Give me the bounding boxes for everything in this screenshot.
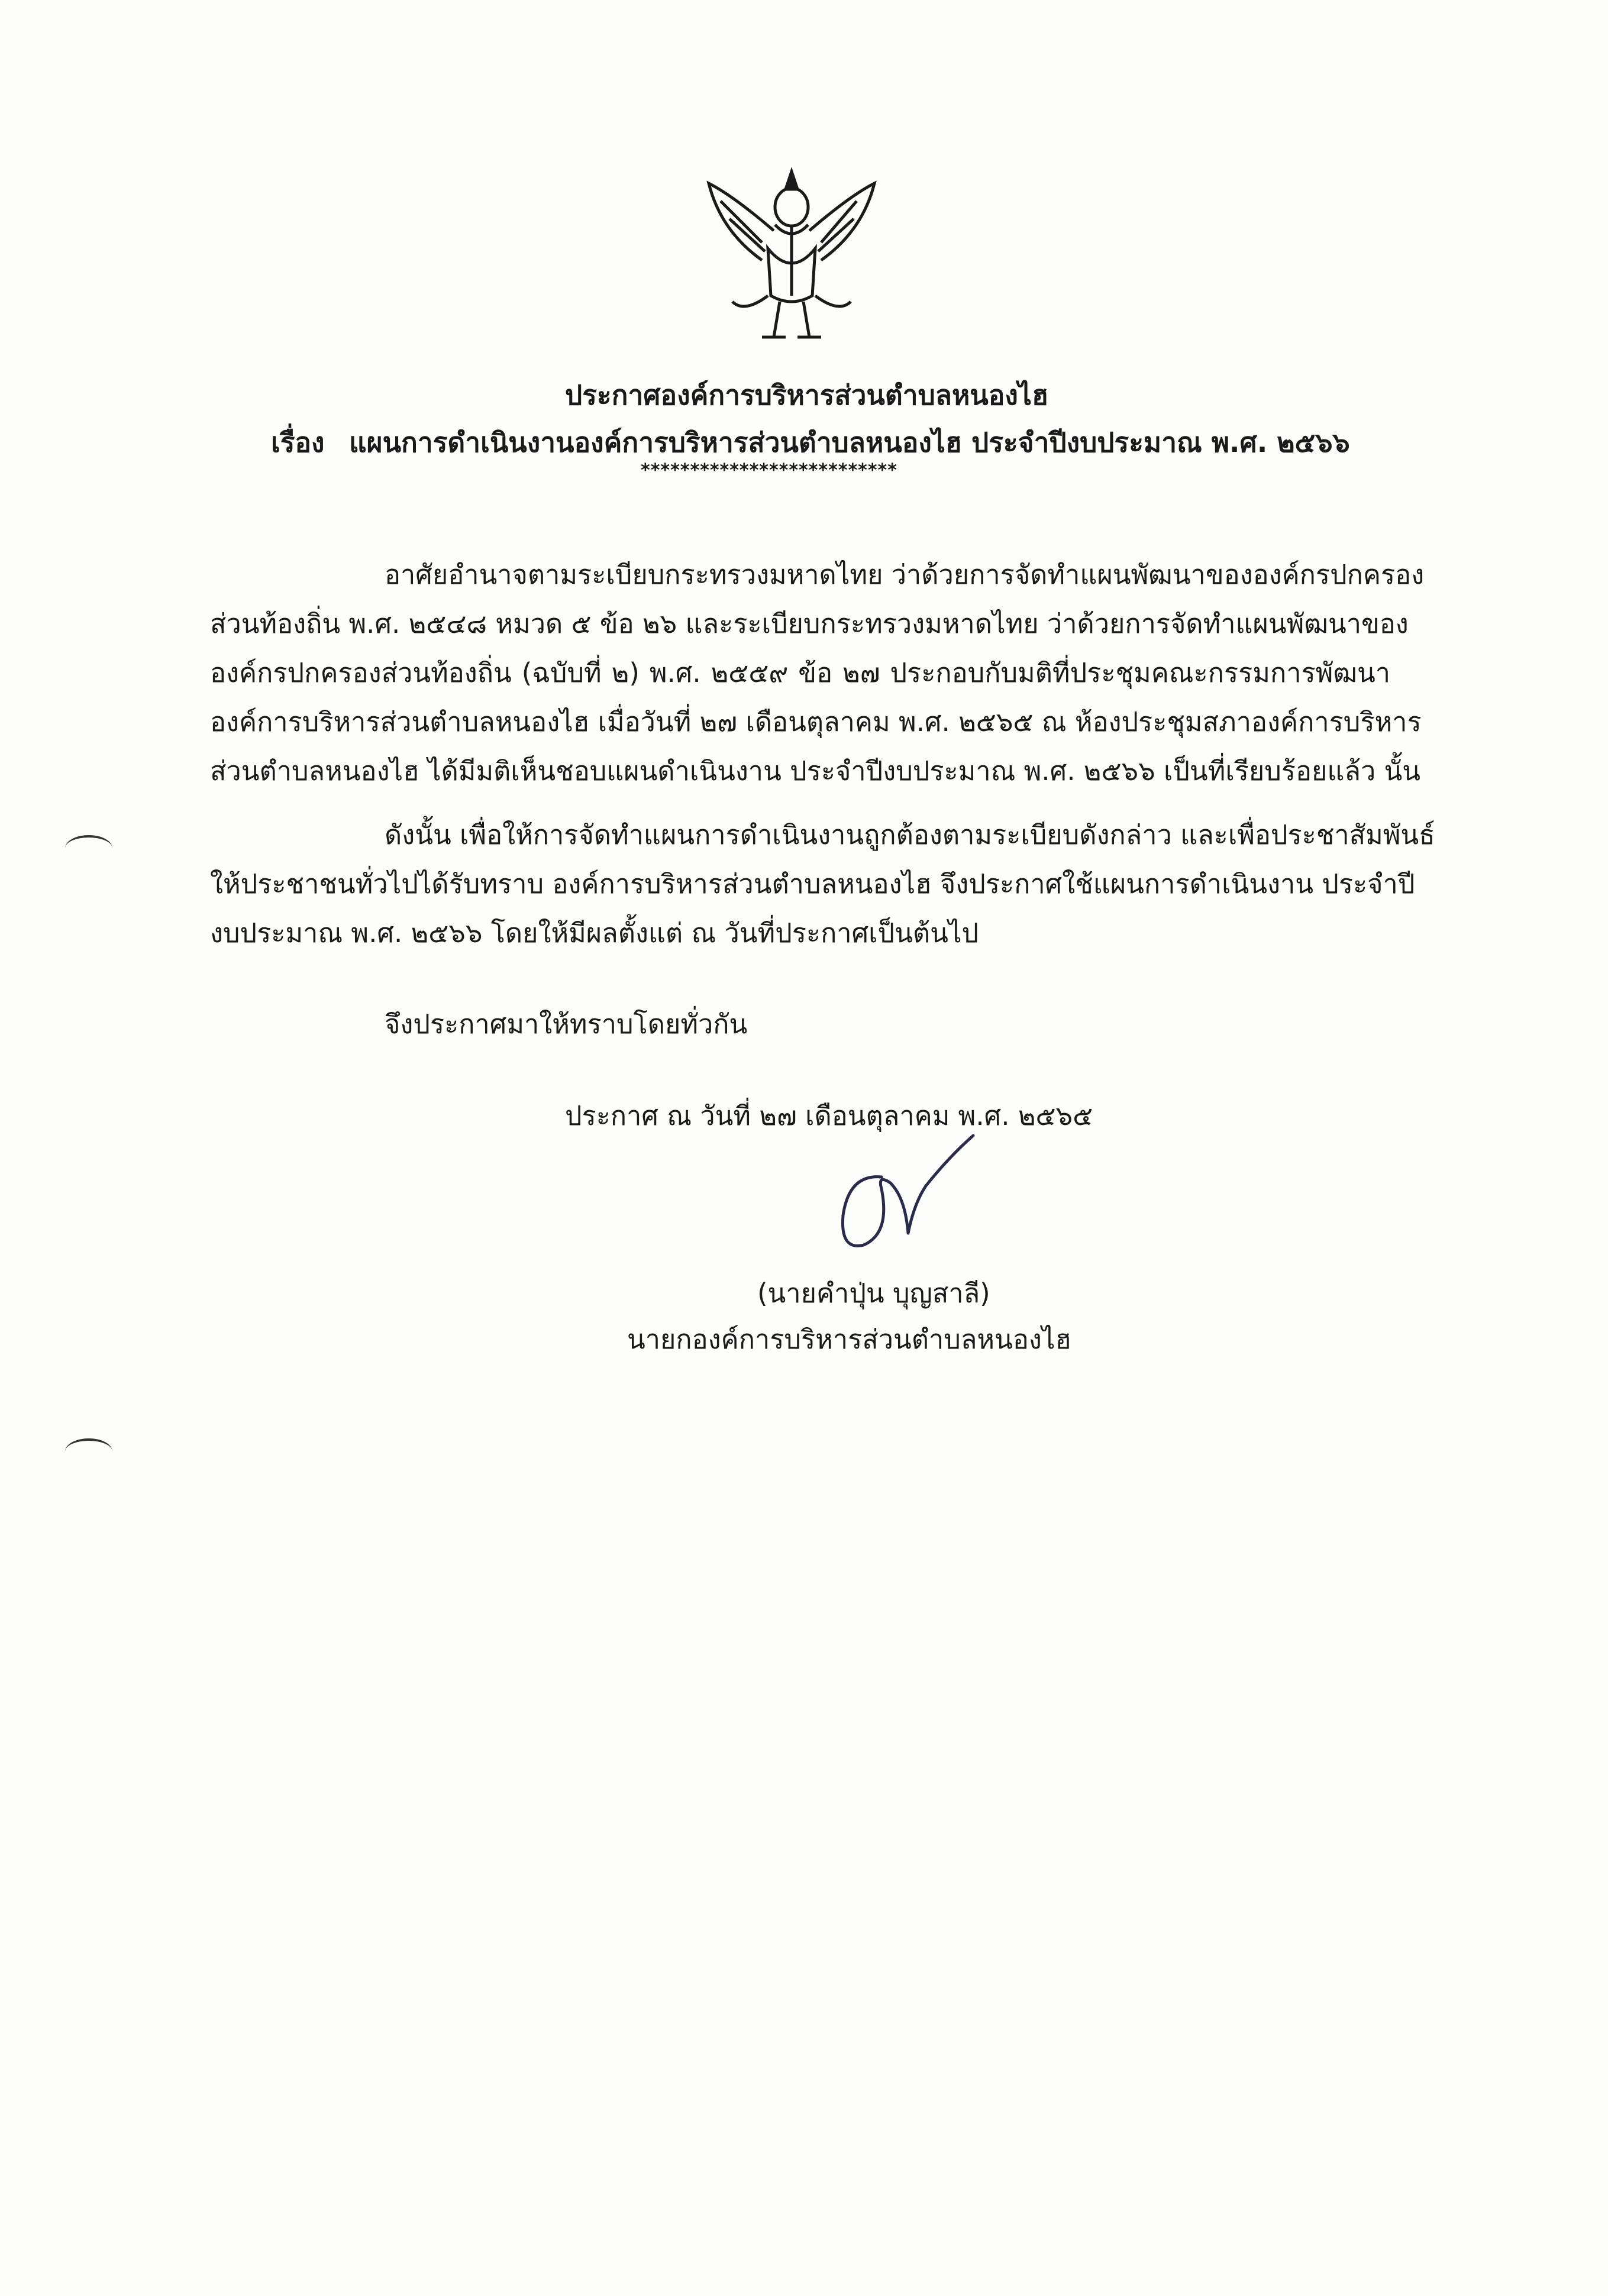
paragraph1-line: ส่วนท้องถิ่น พ.ศ. ๒๕๔๘ หมวด ๕ ข้อ ๒๖ และระเบียบกระทรวงมหาดไทย ว่าด้วยการจัดทำแผนพัฒนาของ [210,608,1409,639]
issuer-title: ประกาศองค์การบริหารส่วนตำบลหนองไฮ [565,379,1049,411]
punch-hole-mark [65,835,112,861]
signatory-name: (นายคำปุ่น บุญสาลี) [757,1278,990,1309]
paragraph1-line: อาศัยอำนาจตามระเบียบกระทรวงมหาดไทย ว่าด้วยการจัดทำแผนพัฒนาขององค์กรปกครอง [385,559,1425,590]
paragraph2-line: ดังนั้น เพื่อให้การจัดทำแผนการดำเนินงานถูกต้องตามระเบียบดังกล่าว และเพื่อประชาสัมพันธ์ [385,819,1435,851]
paragraph2-line: งบประมาณ พ.ศ. ๒๕๖๖ โดยให้มีผลตั้งแต่ ณ วันที่ประกาศเป็นต้นไป [210,917,979,949]
garuda-emblem-icon [697,160,886,355]
paragraph2-line: ให้ประชาชนทั่วไปได้รับทราบ องค์การบริหารส่วนตำบลหนองไฮ จึงประกาศใช้แผนการดำเนินงาน ประจำปี [210,868,1415,900]
paragraph1-line: องค์การบริหารส่วนตำบลหนองไฮ เมื่อวันที่ ๒๗ เดือนตุลาคม พ.ศ. ๒๕๖๕ ณ ห้องประชุมสภาองค์การบริหาร [210,706,1422,738]
paragraph1-line: องค์กรปกครองส่วนท้องถิ่น (ฉบับที่ ๒) พ.ศ. ๒๕๕๙ ข้อ ๒๗ ประกอบกับมติที่ประชุมคณะกรรมการพัฒนา [210,657,1390,688]
subject-text: แผนการดำเนินงานองค์การบริหารส่วนตำบลหนองไฮ ประจำปีงบประมาณ พ.ศ. ๒๕๖๖ [349,426,1350,458]
closing-statement: จึงประกาศมาให้ทราบโดยทั่วกัน [385,1008,748,1040]
punch-hole-mark [65,1438,112,1464]
handwritten-signature [825,1133,979,1269]
signatory-position: นายกองค์การบริหารส่วนตำบลหนองไฮ [627,1324,1071,1355]
paragraph1-line: ส่วนตำบลหนองไฮ ได้มีมติเห็นชอบแผนดำเนินงาน ประจำปีงบประมาณ พ.ศ. ๒๕๖๖ เป็นที่เรียบร้อยแล้ว นั้น [210,755,1421,787]
announce-date: ประกาศ ณ วันที่ ๒๗ เดือนตุลาคม พ.ศ. ๒๕๖๕ [565,1100,1093,1131]
subject-label: เรื่อง [271,426,325,458]
title-separator: ************************** [641,460,897,481]
